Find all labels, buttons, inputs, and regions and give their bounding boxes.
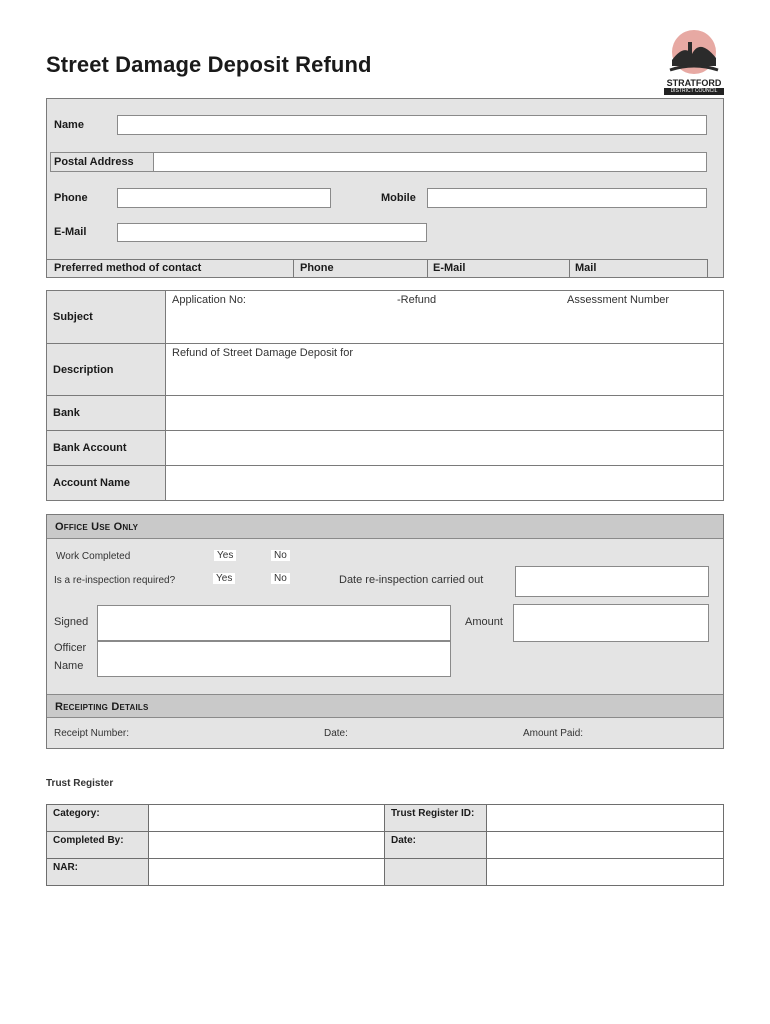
email-label: E-Mail: [54, 226, 87, 238]
receipt-date-label: Date:: [324, 728, 348, 739]
phone-label: Phone: [54, 192, 88, 204]
officer-name-input[interactable]: [97, 641, 451, 677]
receipt-number-label: Receipt Number:: [54, 728, 130, 739]
council-logo: [664, 26, 724, 96]
trust-date-input[interactable]: [487, 832, 724, 859]
category-label: Category:: [47, 805, 149, 832]
postal-input[interactable]: [153, 152, 707, 172]
bank-account-input[interactable]: [166, 431, 724, 466]
work-completed-no[interactable]: No: [271, 550, 290, 561]
pref-email-option[interactable]: E-Mail: [433, 262, 466, 274]
account-name-input[interactable]: [166, 466, 724, 501]
reinspection-label: Is a re-inspection required?: [54, 575, 176, 586]
office-use-header: Office Use Only: [47, 515, 723, 539]
subject-cell[interactable]: [166, 291, 724, 344]
signed-input[interactable]: [97, 605, 451, 641]
work-completed-yes[interactable]: Yes: [214, 550, 236, 561]
nar-empty-cell: [385, 859, 487, 886]
contact-panel: [46, 98, 724, 278]
amount-input[interactable]: [513, 604, 709, 642]
receipting-header: Receipting Details: [47, 694, 723, 718]
amount-paid-label: Amount Paid:: [523, 728, 584, 739]
trust-register-title: Trust Register: [46, 778, 114, 789]
nar-label: NAR:: [47, 859, 149, 886]
trust-register-table: [46, 804, 724, 886]
officer-label-1: Officer: [54, 642, 87, 654]
pref-phone-option[interactable]: Phone: [300, 262, 334, 274]
trust-register-id-label: Trust Register ID:: [385, 805, 487, 832]
nar-extra-input[interactable]: [487, 859, 724, 886]
amount-label: Amount: [465, 616, 503, 628]
completed-by-input[interactable]: [149, 832, 385, 859]
officer-label-2: Name: [54, 660, 84, 672]
logo-name: STRATFORD: [666, 78, 722, 88]
name-input[interactable]: [117, 115, 707, 135]
completed-by-label: Completed By:: [47, 832, 149, 859]
trust-register-id-input[interactable]: [487, 805, 724, 832]
reinspection-no[interactable]: No: [271, 573, 290, 584]
pref-mail-option[interactable]: Mail: [575, 262, 597, 274]
date-reinspection-input[interactable]: [515, 566, 709, 597]
mobile-label: Mobile: [381, 192, 416, 204]
postal-label: Postal Address: [54, 156, 134, 168]
work-completed-label: Work Completed: [56, 551, 131, 562]
details-table: [46, 290, 724, 501]
assessment-number: Assessment Number: [567, 294, 670, 306]
subject-label: Subject: [47, 291, 166, 344]
description-label: Description: [47, 344, 166, 396]
reinspection-yes[interactable]: Yes: [213, 573, 235, 584]
signed-label: Signed: [54, 616, 89, 628]
nar-input[interactable]: [149, 859, 385, 886]
refund-text: -Refund: [397, 294, 437, 306]
logo-subtitle: DISTRICT COUNCIL: [664, 88, 724, 95]
bank-input[interactable]: [166, 396, 724, 431]
preferred-label: Preferred method of contact: [54, 262, 202, 274]
trust-date-label: Date:: [385, 832, 487, 859]
bank-label: Bank: [47, 396, 166, 431]
name-label: Name: [54, 119, 84, 131]
phone-input[interactable]: [117, 188, 331, 208]
email-input[interactable]: [117, 223, 427, 242]
mobile-input[interactable]: [427, 188, 707, 208]
office-use-panel: [46, 514, 724, 749]
description-cell[interactable]: Refund of Street Damage Deposit for: [166, 344, 724, 396]
application-no: Application No:: [172, 294, 246, 306]
date-reinspection-label: Date re-inspection carried out: [339, 574, 484, 586]
bank-account-label: Bank Account: [47, 431, 166, 466]
page-title: Street Damage Deposit Refund: [46, 52, 372, 77]
account-name-label: Account Name: [47, 466, 166, 501]
category-input[interactable]: [149, 805, 385, 832]
